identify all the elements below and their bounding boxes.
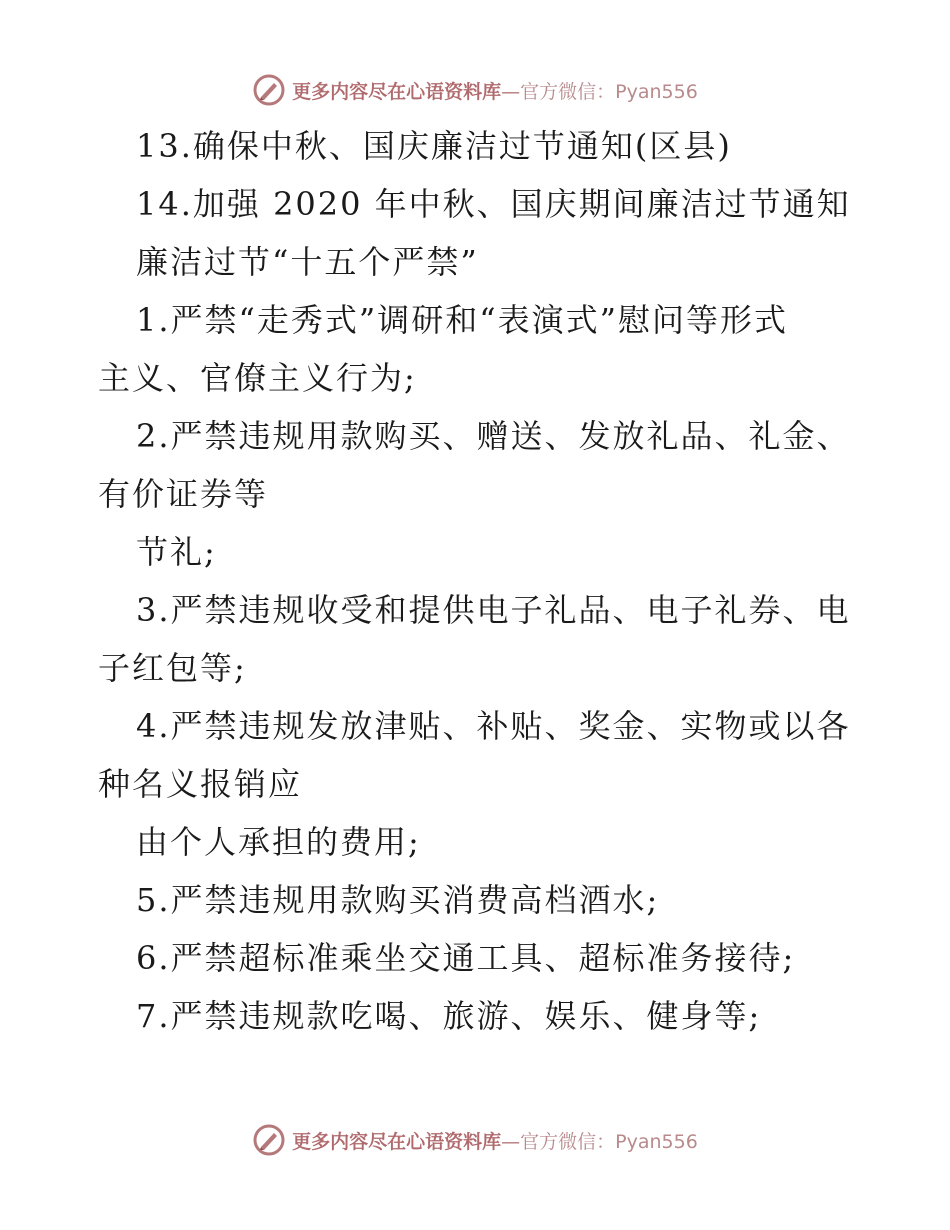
section-heading: 廉洁过节“十五个严禁”: [136, 243, 479, 281]
doc-line: 5.严禁违规用款购买消费高档酒水;: [136, 881, 660, 919]
doc-line: 4.严禁违规发放津贴、补贴、奖金、实物或以各: [136, 707, 851, 745]
doc-line: 6.严禁超标准乘坐交通工具、超标准务接待;: [136, 939, 796, 977]
pen-seal-icon: [252, 1123, 286, 1157]
watermark-contact: 官方微信：Pyan556: [520, 80, 698, 103]
doc-line: 节礼;: [136, 533, 217, 571]
watermark-brand: 更多内容尽在心语资料库: [292, 80, 502, 103]
doc-line: 种名义报销应: [98, 765, 303, 803]
document-body: [98, 117, 858, 1045]
doc-line: 1.严禁“走秀式”调研和“表演式”慰问等形式: [136, 301, 788, 339]
doc-line: 有价证券等: [98, 475, 269, 513]
footer-watermark: [0, 1120, 950, 1160]
doc-line: 子红包等;: [98, 649, 247, 687]
watermark-brand: 更多内容尽在心语资料库: [292, 1130, 502, 1153]
doc-line: 14.加强 2020 年中秋、国庆期间廉洁过节通知: [136, 185, 851, 223]
doc-line: 7.严禁违规款吃喝、旅游、娱乐、健身等;: [136, 997, 762, 1035]
header-watermark: [0, 70, 950, 110]
watermark-contact: 官方微信：Pyan556: [520, 1130, 698, 1153]
doc-line: 13.确保中秋、国庆廉洁过节通知(区县): [136, 127, 732, 165]
watermark-separator: —: [501, 1130, 521, 1153]
watermark-separator: —: [501, 80, 521, 103]
doc-line: 3.严禁违规收受和提供电子礼品、电子礼券、电: [136, 591, 851, 629]
pen-seal-icon: [252, 73, 286, 107]
doc-line: 2.严禁违规用款购买、赠送、发放礼品、礼金、: [136, 417, 851, 455]
doc-line: 主义、官僚主义行为;: [98, 359, 417, 397]
doc-line: 由个人承担的费用;: [136, 823, 421, 861]
